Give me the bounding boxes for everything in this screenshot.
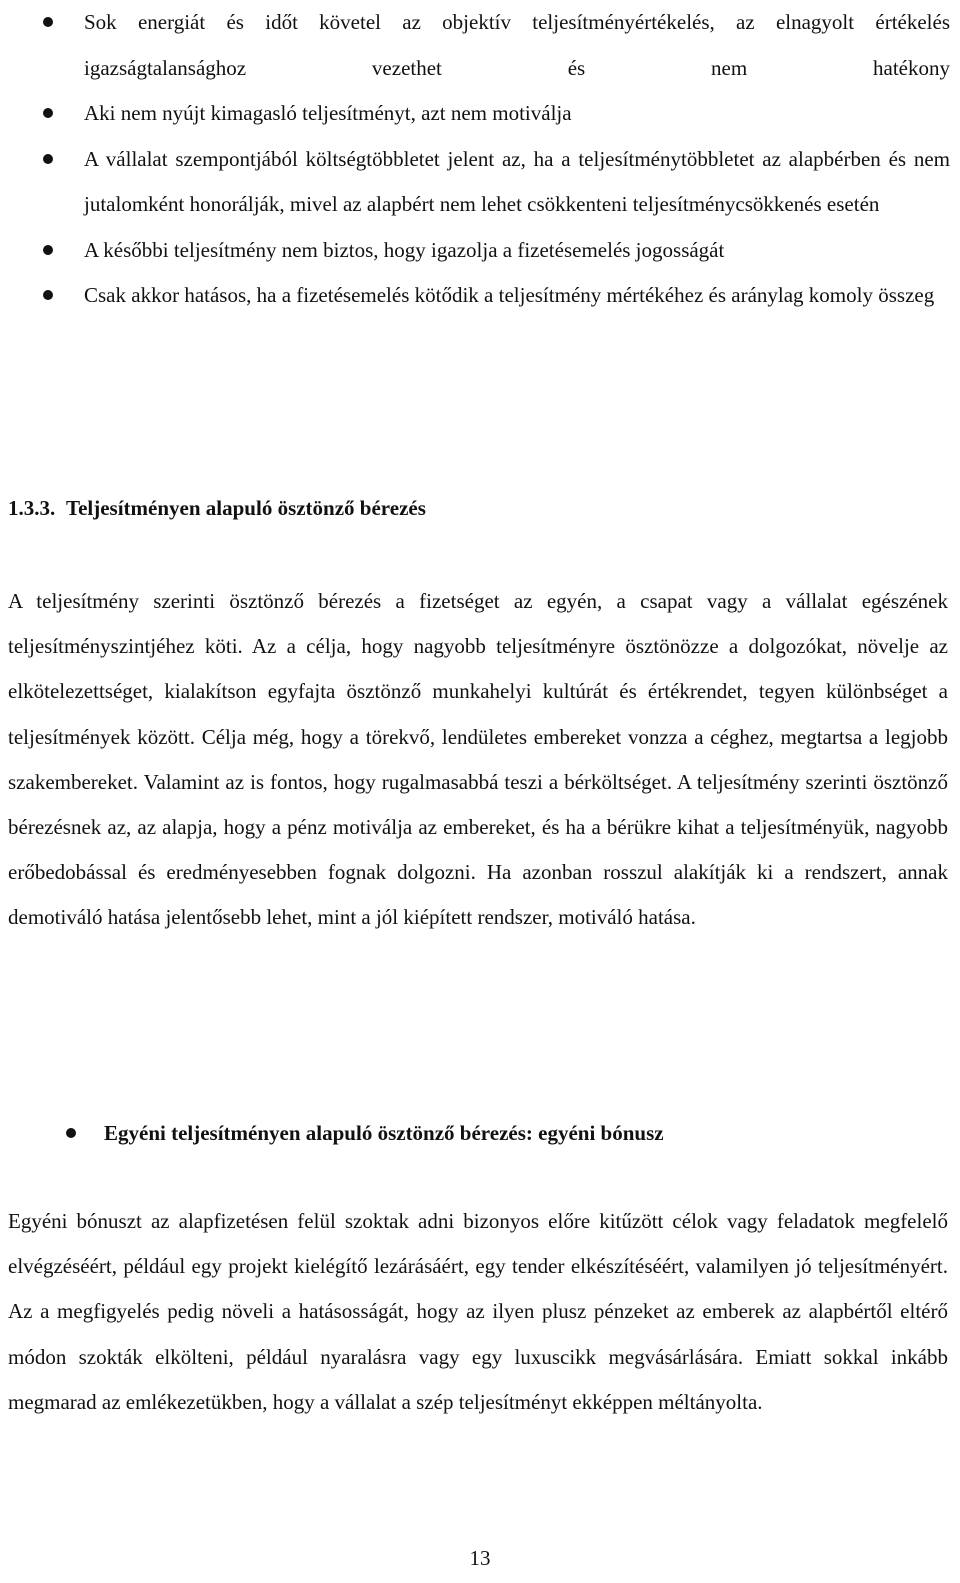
- bullet-dot-icon: [43, 245, 53, 255]
- subheading-text: Egyéni teljesítményen alapuló ösztönző bérezés: egyéni bónusz: [104, 1121, 664, 1145]
- bullet-item: [0, 0, 960, 91]
- bullet-item: [0, 91, 960, 137]
- bullet-text: Csak akkor hatásos, ha a fizetésemelés kötődik a teljesítmény mértékéhez és aránylag komoly összeg: [84, 283, 935, 307]
- bullet-dot-icon: [66, 1128, 76, 1138]
- bullet-dot-icon: [43, 17, 53, 27]
- page-number: 13: [469, 1546, 491, 1570]
- body-paragraph: Egyéni bónuszt az alapfizetésen felül szoktak adni bizonyos előre kitűzött célok vagy feladatok megfelelő elvégzéséért, például egy projekt kielégítő lezárásáért, egy tender elkészítéséért, valamilyen jó teljesítményért. Az a megfigyelés pedig növeli a hatásosságát, hogy az ilyen plusz pénzeket az emberek az alapbértől eltérő módon szokták elkölteni, például nyaralásra vagy egy luxuscikk megvásárlására. Emiatt sokkal inkább megmarad az emlékezetükben, hogy a vállalat a szép teljesítményt ekképpen méltányolta.: [8, 1209, 948, 1414]
- bullet-text: A későbbi teljesítmény nem biztos, hogy igazolja a fizetésemelés jogosságát: [84, 237, 725, 262]
- bullet-text: Sok energiát és időt követel az objektív teljesítményértékelés, az elnagyolt értékelés igazságtalansághoz vezethet és nem hatékony: [84, 10, 950, 80]
- section-heading: [8, 492, 426, 524]
- section-title: Teljesítményen alapuló ösztönző bérezés: [66, 496, 426, 520]
- bullet-text: Aki nem nyújt kimagasló teljesítményt, azt nem motiválja: [84, 101, 572, 125]
- section-number: 1.3.3.: [8, 496, 56, 520]
- bullet-text: A vállalat szempontjából költségtöbbletet jelent az, ha a teljesítménytöbbletet az alapbérben és nem jutalomként honorálják, mivel az alapbért nem lehet csökkenteni teljesítménycsökkenés esetén: [84, 146, 950, 216]
- bullet-item: [0, 137, 960, 228]
- bullet-list: [0, 0, 960, 319]
- bullet-item: [0, 273, 960, 319]
- bullet-dot-icon: [43, 108, 53, 118]
- bullet-dot-icon: [43, 290, 53, 300]
- body-paragraph: A teljesítmény szerinti ösztönző bérezés a fizetséget az egyén, a csapat vagy a vállalat egészének teljesítményszintjéhez köti. Az a célja, hogy nagyobb teljesítményre ösztönözze a dolgozókat, növelje az elkötelezettséget, kialakítson egyfajta ösztönző munkahelyi kultúrát és értékrendet, tegyen különbséget a teljesítmények között. Célja még, hogy a törekvő, lendületes embereket vonzza a céghez, megtartsa a legjobb szakembereket. Valamint az is fontos, hogy rugalmasabbá teszi a bérköltséget. A teljesítmény szerinti ösztönző bérezésnek az, az alapja, hogy a pénz motiválja az embereket, és ha a bérükre kihat a teljesítményük, nagyobb erőbedobással és eredményesebben fognak dolgozni. Ha azonban rosszul alakítják ki a rendszert, annak demotiváló hatása jelentősebb lehet, mint a jól kiépített rendszer, motiváló hatása.: [8, 589, 948, 930]
- bullet-dot-icon: [43, 154, 53, 164]
- bullet-item: [0, 228, 960, 274]
